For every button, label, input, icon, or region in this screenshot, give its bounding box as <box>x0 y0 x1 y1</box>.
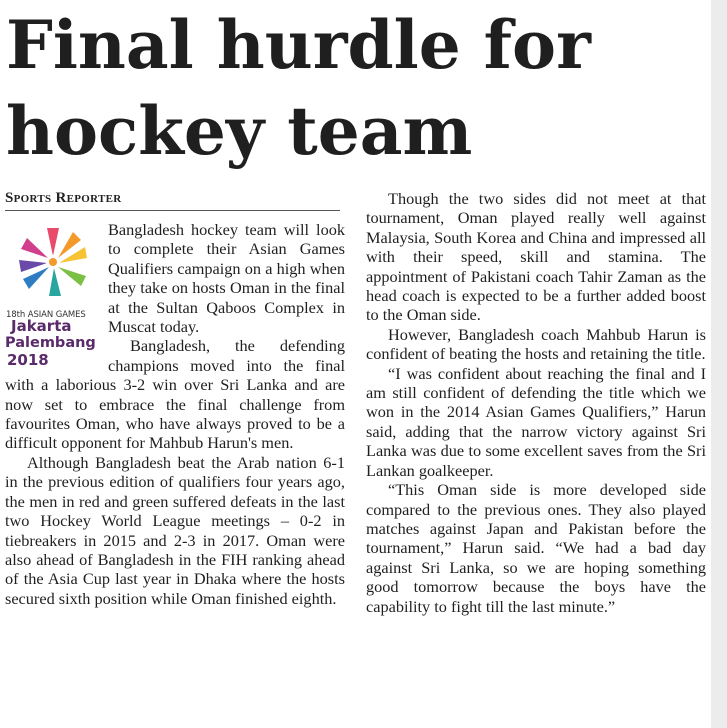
paragraph: Bangladesh, the defending champions moved into the final with a laborious 3-2 win over Sri Lanka and are now set to embrace the final challenge from favourites Oman, who have always proved to be a difficult opponent for Mahbub Harun's men. <box>5 336 345 453</box>
page-edge-strip <box>711 0 727 728</box>
paragraph: Though the two sides did not meet at that tournament, Oman played really well against Malaysia, South Korea and China and impressed all with their speed, skill and stamina. The appointment of Pakistani coach Tahir Zaman as the head coach is expected to be a further added boost to the Oman side. <box>366 189 706 325</box>
left-column <box>5 220 345 608</box>
logo-edition: 18th ASIAN GAMES <box>6 310 86 320</box>
headline: Final hurdle for hockey team <box>6 6 591 170</box>
asian-games-emblem-icon <box>5 224 102 306</box>
paragraph: Bangladesh hockey team will look to complete their Asian Games Qualifiers campaign on a high when they take on hosts Oman in the final at the Sultan Qaboos Complex in Muscat today. <box>108 220 345 337</box>
logo-year: 2018 <box>7 351 49 369</box>
paragraph: However, Bangladesh coach Mahbub Harun is confident of beating the hosts and retaining the title. <box>366 324 706 364</box>
paragraph: “This Oman side is more developed side compared to the previous ones. They also played matches against Japan and Pakistan before the tournament,” Harun said. “We had a bad day against Sri Lanka, so we are hoping something good tomorrow because the boys have the capability to fight till the last minute.” <box>366 480 706 616</box>
asian-games-logo <box>5 224 102 374</box>
logo-city-palembang: Palembang <box>5 335 96 351</box>
byline: Sports Reporter <box>5 190 122 206</box>
paragraph: “I was confident about reaching the final and I am still confident of defending the title which we won in the 2014 Asian Games Qualifiers,” Harun said, adding that the narrow victory against Sri Lanka was due to some excellent saves from the Sri Lankan goalkeeper. <box>366 363 706 480</box>
paragraph: Although Bangladesh beat the Arab nation 6-1 in the previous edition of qualifiers four years ago, the men in red and green suffered defeats in the last two Hockey World League meetings – 0-2 in tiebreakers in 2015 and 2-3 in 2017. Oman were also ahead of Bangladesh in the FIH ranking ahead of the Asia Cup last year in Dhaka where the hosts secured sixth position while Oman finished eighth. <box>5 452 345 608</box>
logo-city-jakarta: Jakarta <box>11 317 72 335</box>
right-column <box>366 189 706 616</box>
byline-rule <box>5 210 340 211</box>
